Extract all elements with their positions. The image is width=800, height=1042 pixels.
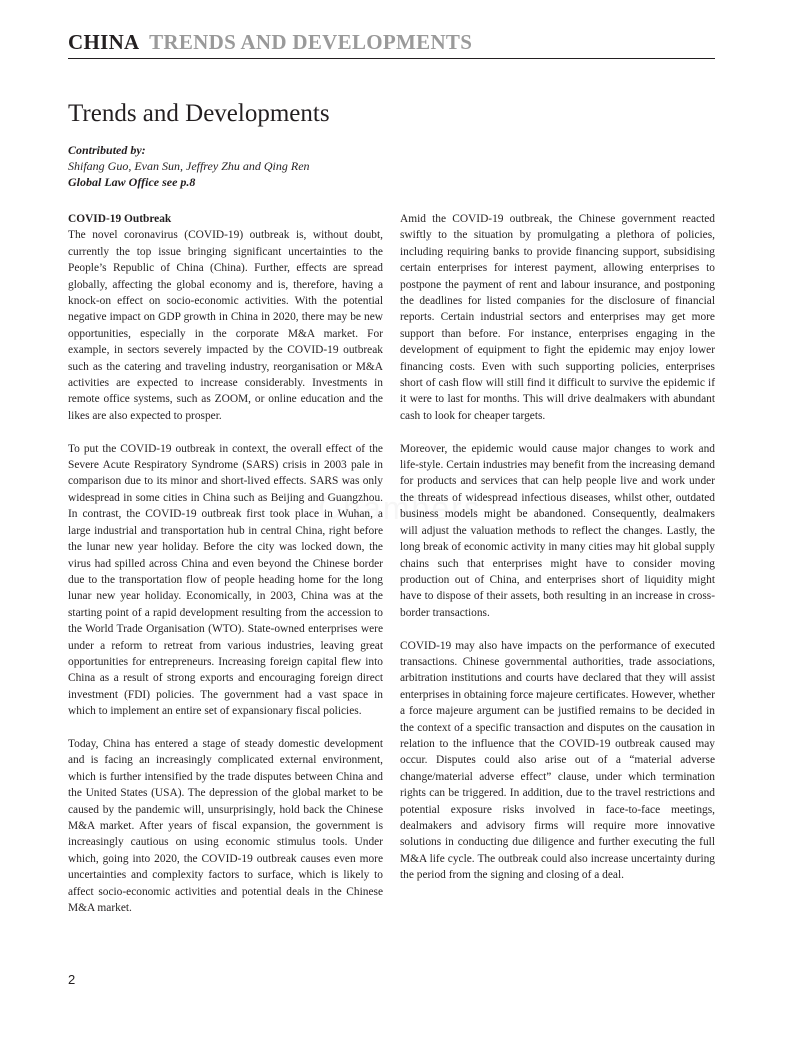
- firm-reference: Global Law Office see p.8: [68, 175, 196, 189]
- section-heading: COVID-19 Outbreak: [68, 213, 172, 225]
- page-title: Trends and Developments: [68, 100, 330, 127]
- contributed-label: Contributed by:: [68, 143, 146, 157]
- header-country: CHINA: [68, 30, 140, 54]
- header-section: TRENDS AND DEVELOPMENTS: [149, 30, 473, 54]
- body-paragraph: Today, China has entered a stage of steady domestic development and is facing an increasingly complicated external environment, which is further intensified by the trade disputes between China and the United States (USA). The depression of the global market to be caused by the pandemic will, unsurprisingly, hold back the Chinese M&A market. After years of fiscal expansion, the government is increasingly cautious on using economic stimulus tools. Under which, going into 2020, the COVID-19 outbreak causes even more uncertainties and complexity factors to surface, which is likely to affect socio-economic activities and potential deals in the Chinese M&A market.: [68, 737, 383, 915]
- right-column: [400, 211, 715, 900]
- left-column: [68, 211, 383, 933]
- body-paragraph: To put the COVID-19 outbreak in context, the overall effect of the Severe Acute Respiratory Syndrome (SARS) crisis in 2003 pale in comparison due to its minor and short-lived effects. SARS was only widespread in some cities in China such as Beijing and Guangzhou. In contrast, the COVID-19 outbreak first took place in Wuhan, a large industrial and transportation hub in central China, right before the lunar new year holiday. Before the city was locked down, the virus had spilled across China and even beyond the Chinese border due to the transportation flow of people heading home for the long lunar new year holiday. Economically, in 2003, China was at the starting point of a rapid development resulting from the accession to the World Trade Organisation (WTO). State-owned enterprises were under a reform to retreat from various industries, leaving great opportunities for entrepreneurs. Increasing foreign capital flew into China as a result of strong exports and encouraging foreign direct investment (FDI) policies. The government had a vast space in which to implement an entire set of expansionary fiscal policies.: [68, 442, 383, 718]
- body-paragraph: The novel coronavirus (COVID-19) outbreak is, without doubt, currently the top issue bringing significant uncertainties to the People’s Republic of China (China). Further, effects are spread globally, affecting the global economy and is, therefore, having a knock-on effect on socio-economic activities. With the potential negative impact on GDP growth in China in 2020, there may be new opportunities, especially in the corporate M&A market. For example, in sectors severely impacted by the COVID-19 outbreak such as the catering and traveling industry, reorganisation or M&A activities are expected to increase considerably. Investments in remote office systems, such as ZOOM, or online education and the likes are also expected to prosper.: [68, 229, 383, 422]
- body-paragraph: COVID-19 may also have impacts on the performance of executed transactions. Chinese governmental authorities, trade associations, arbitration institutions and courts have declared that they will assist enterprises in obtaining force majeure certificates. However, whether a force majeure argument can be justified remains to be decided in the context of a specific transaction and disputes on the causation in relation to the influence that the COVID-19 outbreak caused may occur. Disputes could also arise out of a “material adverse change/material adverse effect” clause, under which termination rights can be triggered. In addition, due to the travel restrictions and potential exposure risks involved in face-to-face meetings, dealmakers and advisory firms will require more innovative solutions in conducting due diligence and further executing the full M&A life cycle. The outbreak could also increase uncertainty during the period from the signing and closing of a deal.: [400, 639, 715, 882]
- running-header: [68, 30, 715, 59]
- contributors-block: [68, 142, 310, 190]
- body-paragraph: Moreover, the epidemic would cause major changes to work and life-style. Certain industries may benefit from the increasing demand for products and services that can help people live and work under the threats of widespread infectious diseases, whilst other, outdated business models might be abandoned. Consequently, dealmakers will adjust the valuation methods to reflect the changes. Lastly, the long break of economic activity in many cities may hit global supply chains such that enterprises might have to consider moving production out of China, and enterprises short of liquidity might have to dispose of their assets, both resulting in an increase in cross-border transactions.: [400, 442, 715, 619]
- body-paragraph: Amid the COVID-19 outbreak, the Chinese government reacted swiftly to the situation by promulgating a plethora of policies, including requiring banks to provide financing support, subsidising certain enterprises for interest payment, allowing enterprises to postpone the payment of rent and labour insurance, and postponing the deadlines for listed companies for the disclosure of financial reports. Certain industrial sectors and enterprises may get more support than before. For instance, enterprises engaging in the development of equipment to fight the epidemic may enjoy lower financing costs. Even with such supporting policies, enterprises short of cash flow will still find it difficult to survive the epidemic if it were to last for months. This will drive dealmakers with abundant cash to look for cheaper targets.: [400, 213, 715, 422]
- page-number: 2: [68, 972, 76, 987]
- author-names: Shifang Guo, Evan Sun, Jeffrey Zhu and Qing Ren: [68, 159, 310, 173]
